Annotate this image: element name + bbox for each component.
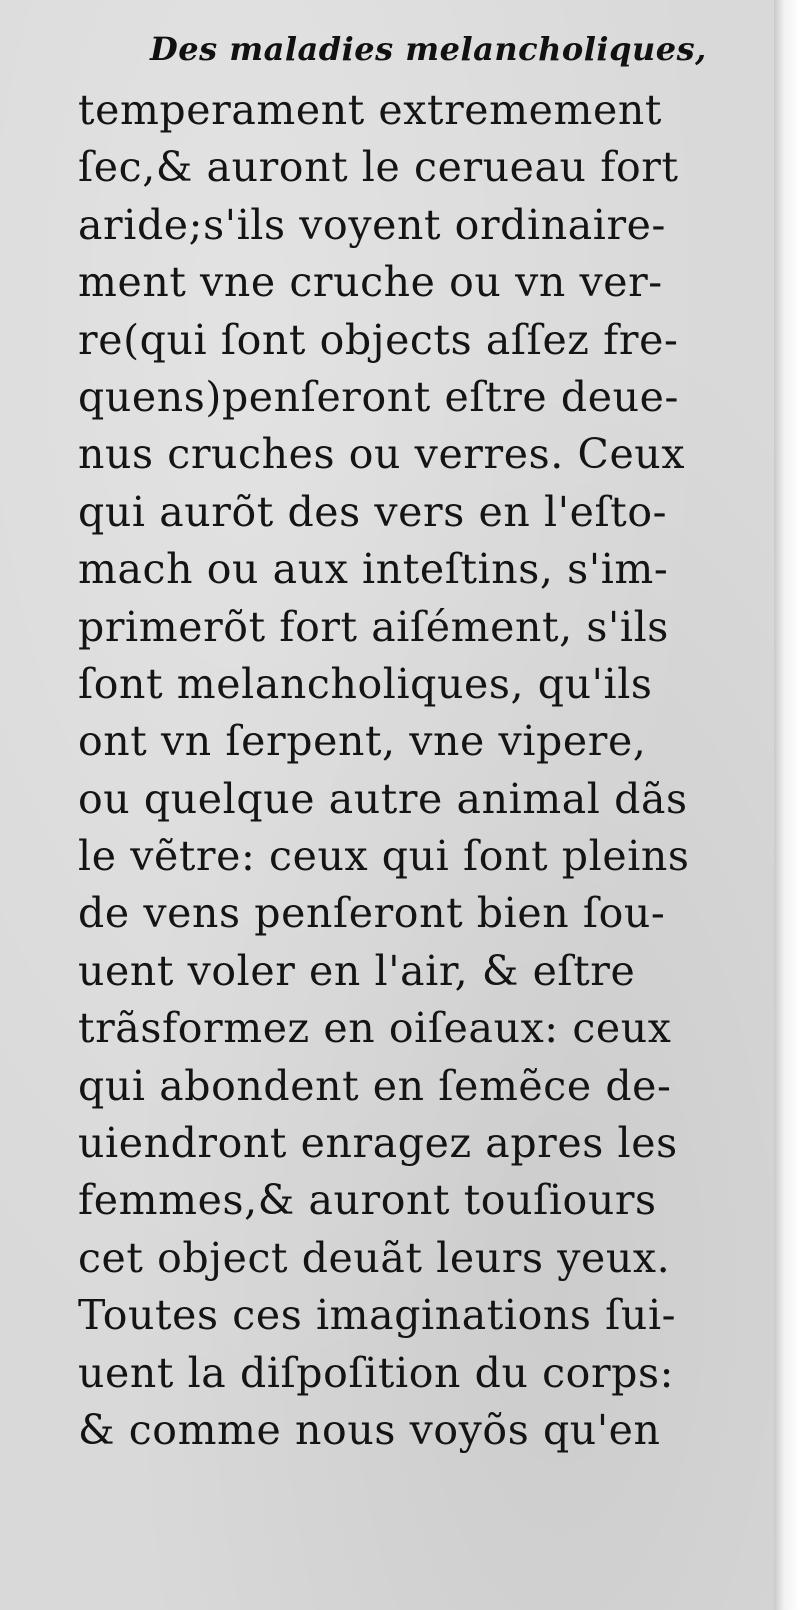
text-line: ſec,& auront le cerueau fort (78, 143, 679, 192)
text-line: quens)penſeront eſtre deue- (78, 372, 679, 421)
text-line: mach ou aux inteſtins, s'im- (78, 545, 669, 594)
text-line: ont vn ſerpent, vne vipere, (78, 717, 647, 766)
text-line: qui aurõt des vers en l'eſto- (78, 487, 668, 536)
text-line: ou quelque autre animal dãs (78, 774, 688, 823)
text-line: re(qui ſont objects aſſez fre- (78, 315, 679, 364)
text-line: cet object deuãt leurs yeux. (78, 1233, 671, 1282)
text-line: ment vne cruche ou vn ver- (78, 258, 663, 307)
text-line: uiendront enragez apres les (78, 1119, 678, 1168)
text-line: femmes,& auront touſiours (78, 1176, 657, 1225)
text-line: nus cruches ou verres. Ceux (78, 430, 686, 479)
text-line: & comme nous voyõs qu'en (78, 1405, 661, 1454)
text-line: qui abondent en ſemẽce de- (78, 1061, 672, 1110)
text-line: trãsformez en oiſeaux: ceux (78, 1004, 672, 1053)
text-line: ſont melancholiques, qu'ils (78, 659, 653, 708)
running-head: Des maladies melancholiques, (150, 30, 707, 68)
page-edge (774, 0, 800, 1610)
body-text (78, 82, 758, 1459)
text-line: temperament extremement (78, 86, 662, 134)
text-line: le vẽtre: ceux qui ſont pleins (78, 832, 690, 881)
text-line: Toutes ces imaginations ſui- (78, 1291, 677, 1340)
text-line: de vens penſeront bien ſou- (78, 889, 666, 938)
text-line: aride;s'ils voyent ordinaire- (78, 200, 666, 249)
text-line: primerõt fort aiſément, s'ils (78, 602, 669, 651)
text-line: uent voler en l'air, & eſtre (78, 946, 636, 995)
text-line: uent la diſpoſition du corps: (78, 1348, 675, 1397)
